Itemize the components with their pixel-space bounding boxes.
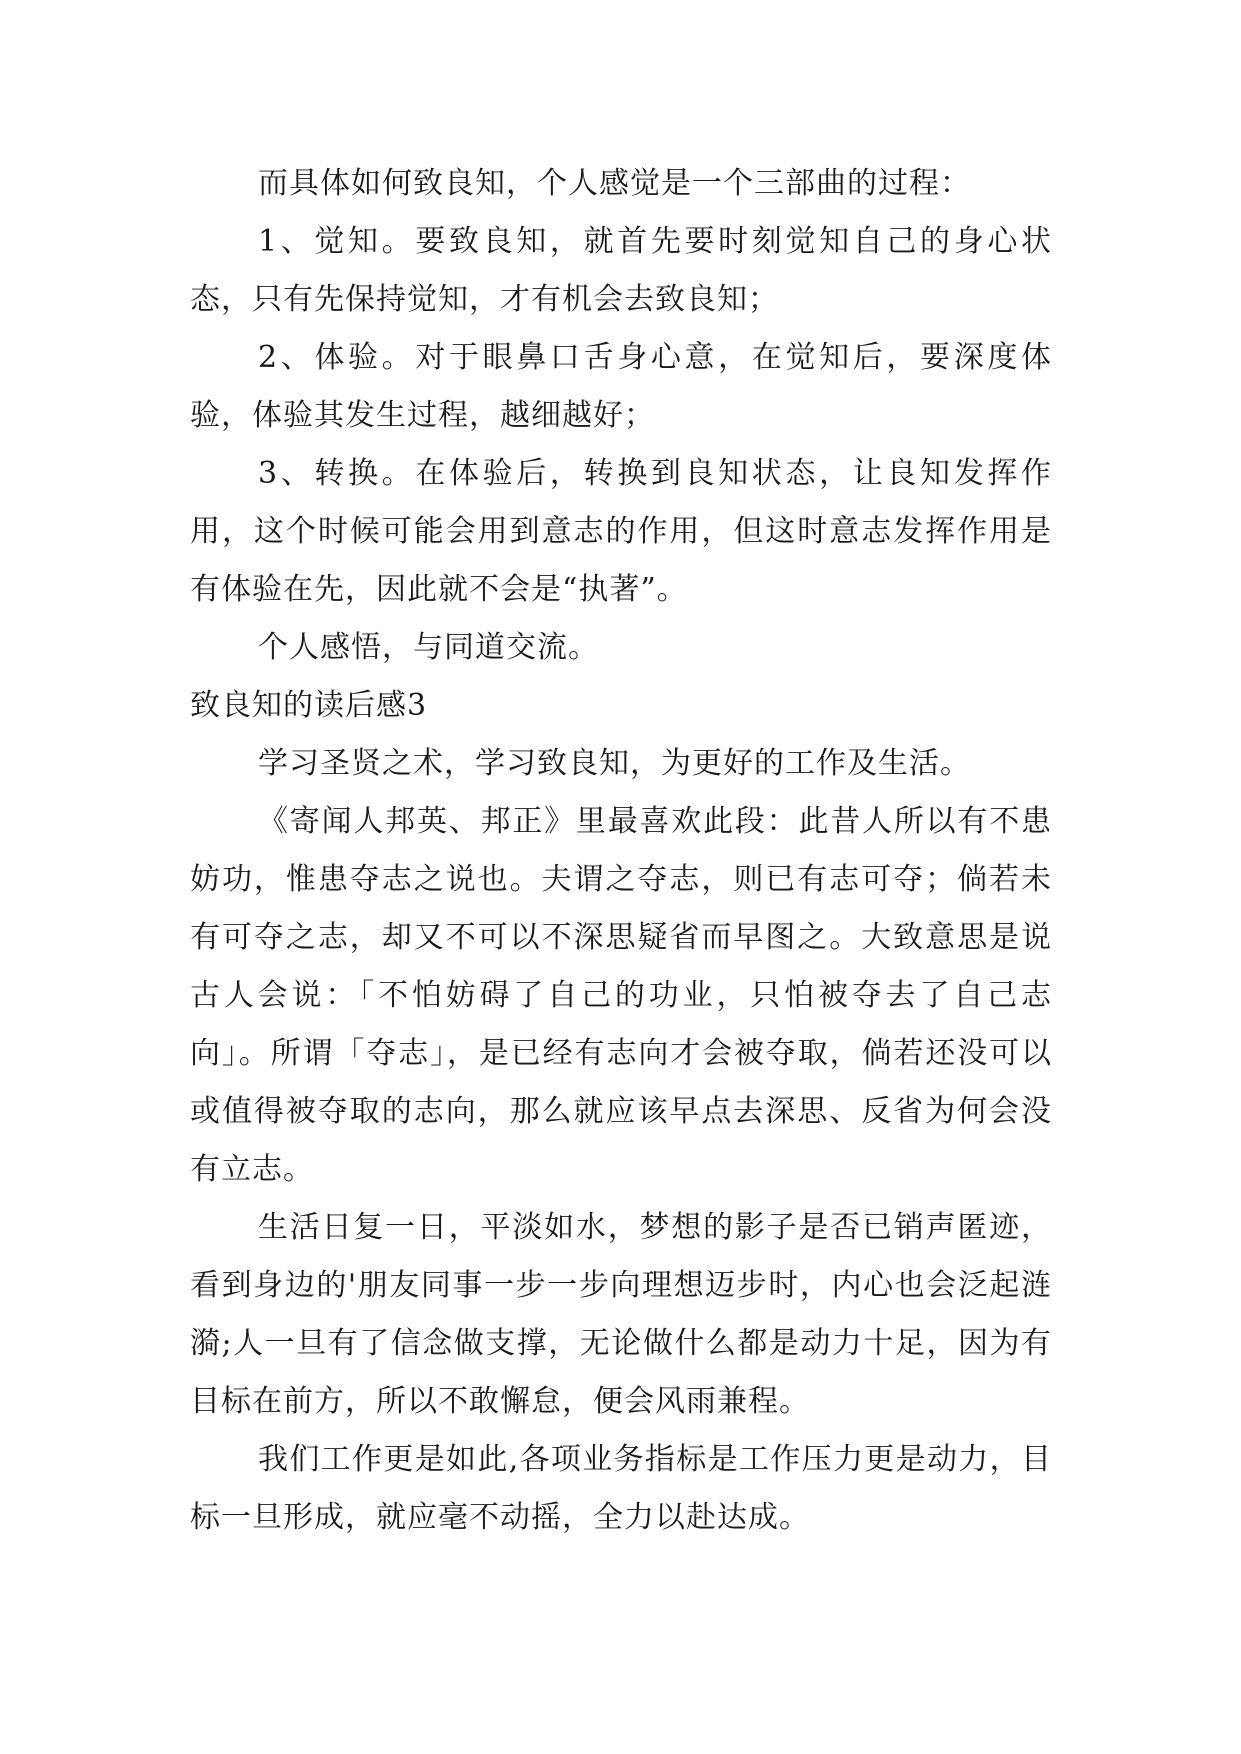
paragraph-life: 生活日复一日，平淡如水，梦想的影子是否已销声匿迹，看到身边的'朋友同事一步一步向理想迈步时，内心也会泛起涟漪;人一旦有了信念做支撑，无论做什么都是动力十足，因为有目标在前方，所以不敢懈怠，便会风雨兼程。 [190,1210,1052,1419]
paragraph-work: 我们工作更是如此,各项业务指标是工作压力更是动力，目标一旦形成，就应毫不动摇，全力以赴达成。 [190,1442,1052,1535]
paragraph-closing: 个人感悟，与同道交流。 [258,630,599,665]
document-page [190,155,1052,1547]
paragraph-intro: 而具体如何致良知，个人感觉是一个三部曲的过程： [258,166,971,201]
paragraph-step-3: 3、转换。在体验后，转换到良知状态，让良知发挥作用，这个时候可能会用到意志的作用，但这时意志发挥作用是有体验在先，因此就不会是“执著”。 [190,456,1052,607]
paragraph-study: 学习圣贤之术，学习致良知，为更好的工作及生活。 [258,746,971,781]
section-heading: 致良知的读后感3 [190,688,428,723]
paragraph-step-2: 2、体验。对于眼鼻口舌身心意，在觉知后，要深度体验，体验其发生过程，越细越好； [190,340,1052,433]
paragraph-step-1: 1、觉知。要致良知，就首先要时刻觉知自己的身心状态，只有先保持觉知，才有机会去致良知； [190,224,1052,317]
paragraph-quote: 《寄闻人邦英、邦正》里最喜欢此段：此昔人所以有不患妨功，惟患夺志之说也。夫谓之夺志，则已有志可夺；倘若未有可夺之志，却又不可以不深思疑省而早图之。大致意思是说古人会说：「不怕妨碍了自己的功业，只怕被夺去了自己志向」。所谓「夺志」，是已经有志向才会被夺取，倘若还没可以或值得被夺取的志向，那么就应该早点去深思、反省为何会没有立志。 [190,804,1052,1187]
